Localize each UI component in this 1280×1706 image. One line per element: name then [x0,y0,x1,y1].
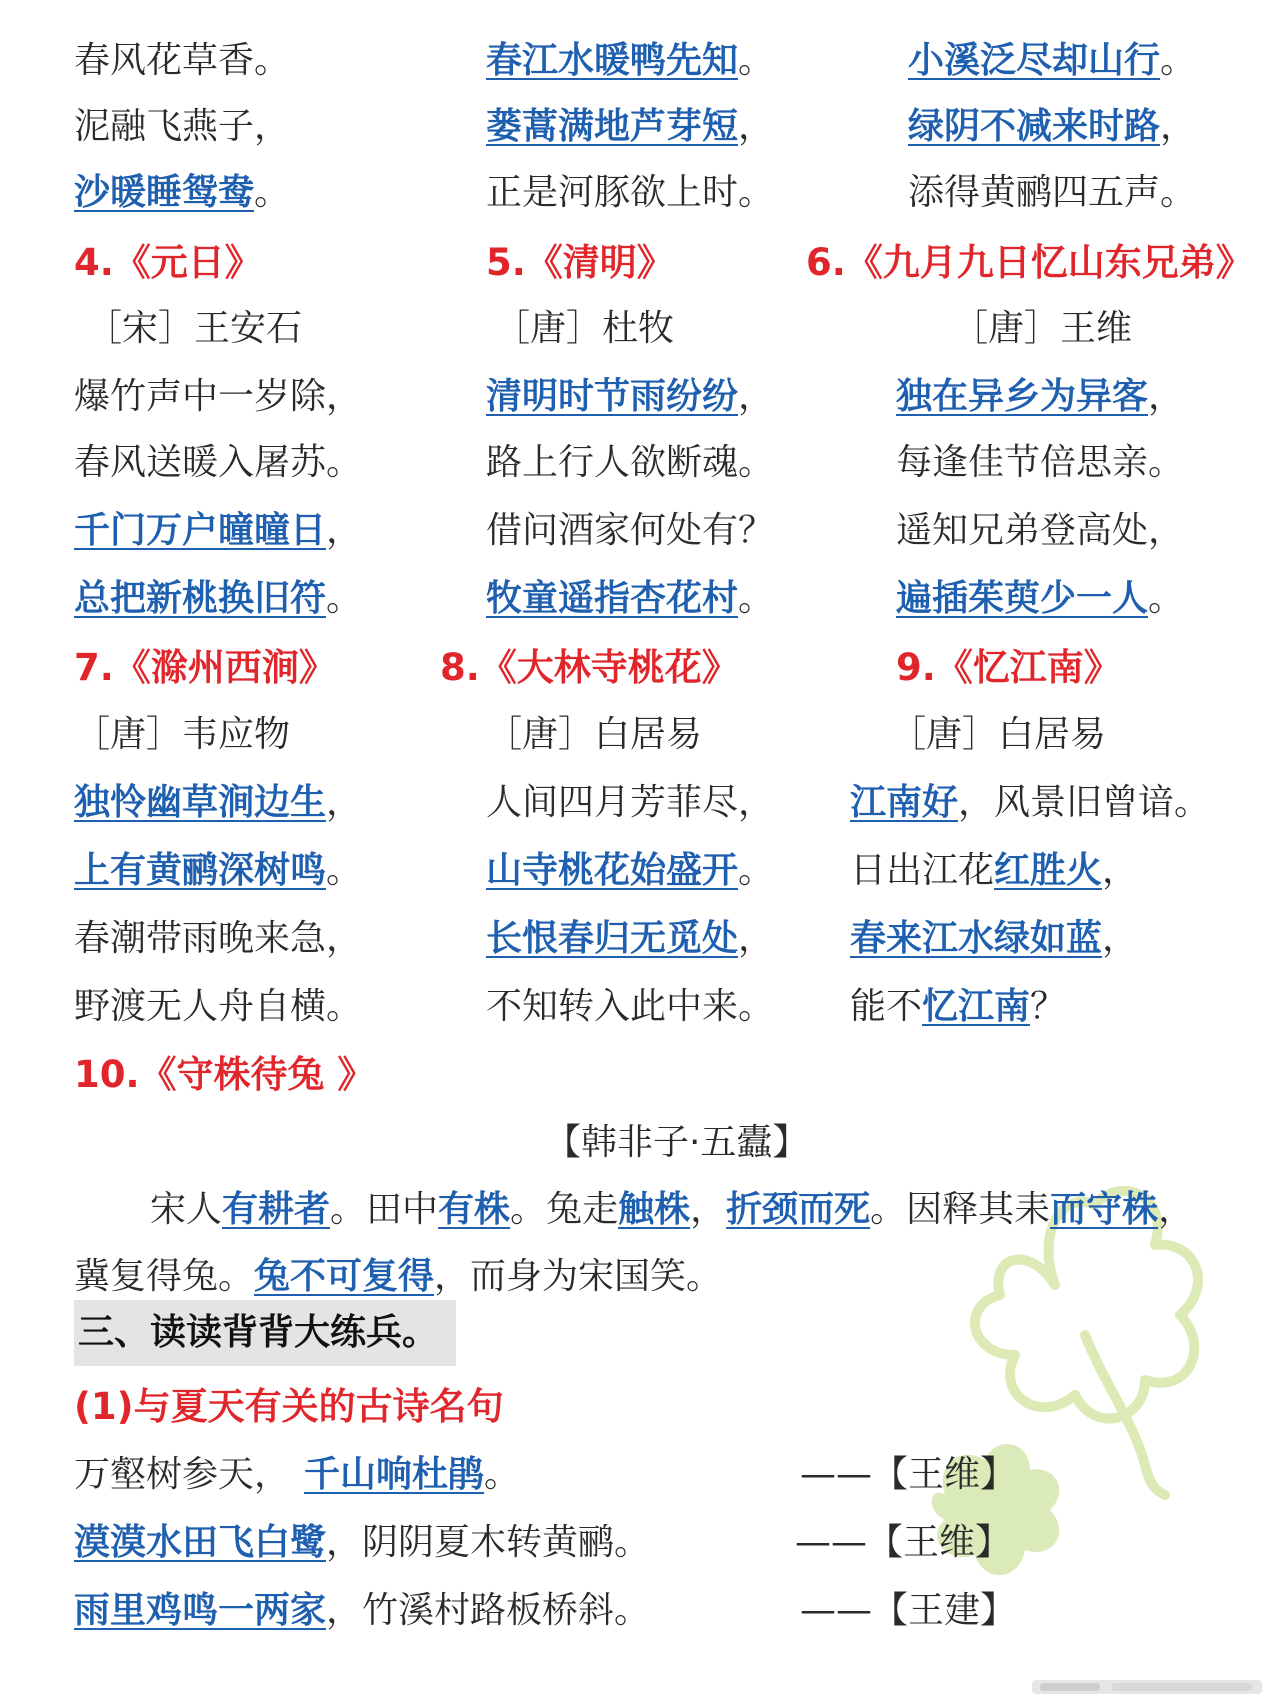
poem-8-line2-highlight: 山寺桃花始盛开 [486,850,739,891]
poem-7-line2 [74,848,362,894]
poem-5-line1-tail: ， [738,376,775,417]
poem-a1-line1: 春风花草香。 [74,40,291,81]
fable-seg-highlight: 有株 [438,1189,511,1230]
quote-1-pre: 万壑树参天， [74,1454,291,1495]
fable-seg-highlight: 而守株 [1050,1189,1159,1230]
poem-4-line4-highlight: 总把新桃换旧符 [74,578,327,619]
poem-9-title: 9.《忆江南》 [896,646,1121,689]
fable-line1 [150,1187,1194,1233]
poem-7-title: 7.《滁州西涧》 [74,646,336,689]
fable-title: 10.《守株待兔 》 [74,1053,375,1096]
poem-9-line3-highlight: 春来江水绿如蓝 [850,918,1103,959]
quote-3 [74,1588,650,1634]
poem-a2-line1-highlight: 春江水暖鸭先知 [486,40,739,81]
poem-a3-line2-highlight: 绿阴不减来时路 [908,106,1161,147]
quote-3-highlight: 雨里鸡鸣一两家 [74,1590,327,1631]
poem-a2-line2-highlight: 蒌蒿满地芦芽短 [486,106,739,147]
section-subtitle: (1)与夏天有关的古诗名句 [74,1385,504,1428]
fable-source: 【韩非子·五蠹】 [545,1122,809,1163]
fable-seg-highlight: 有耕者 [222,1189,331,1230]
poem-4-line3-highlight: 千门万户曈曈日 [74,510,327,551]
poem-9-line2-pre: 日出江花 [850,850,995,891]
poem-a1-line3-highlight: 沙暖睡鸳鸯 [74,172,255,213]
quote-2 [74,1520,650,1566]
quote-2-tail: ，阴阴夏木转黄鹂。 [326,1522,651,1563]
poem-7-line3: 春潮带雨晚来急， [74,918,363,959]
poem-9-line4-highlight: 忆江南 [922,986,1031,1027]
poem-9-line2-tail: ， [1102,850,1139,891]
poem-9-line1 [850,780,1210,826]
poem-8-line2 [486,848,774,894]
section-heading: 三、读读背背大练兵。 [78,1312,439,1353]
poem-a1-line3 [74,170,290,216]
poem-4-line4 [74,576,362,622]
poem-5-line4-tail: 。 [738,578,775,619]
fable-seg: ， [1158,1189,1195,1230]
poem-7-line1 [74,780,362,826]
quote-2-attribution: ——【王维】 [795,1522,1012,1563]
poem-a3-line1-highlight: 小溪泛尽却山行 [908,40,1161,81]
poem-6-line2: 每逢佳节倍思亲。 [896,442,1185,483]
poem-4-line3 [74,508,362,554]
poem-a1-line2: 泥融飞燕子， [74,106,291,147]
quote-3-attribution: ——【王建】 [800,1590,1017,1631]
poem-7-line1-tail: ， [326,782,363,823]
poem-5-line1 [486,374,774,420]
fable-seg: 冀复得兔。 [74,1256,255,1297]
fable-seg: ， [690,1189,727,1230]
poem-6-title: 6.《九月九日忆山东兄弟》 [806,241,1253,284]
poem-8-line3 [486,916,774,962]
poem-a3-line2-tail: ， [1160,106,1197,147]
poem-6-line3: 遥知兄弟登高处， [896,510,1185,551]
poem-9-line2 [850,848,1138,894]
poem-4-line2: 春风送暖入屠苏。 [74,442,363,483]
poem-5-line1-highlight: 清明时节雨纷纷 [486,376,739,417]
poem-9-line1-tail: ，风景旧曾谙。 [958,782,1211,823]
fable-seg-highlight: 兔不可复得 [254,1256,435,1297]
poem-7-line4: 野渡无人舟自横。 [74,986,363,1027]
poem-4-author: ［宋］王安石 [86,308,303,349]
fable-seg: ，而身为宋国笑。 [434,1256,723,1297]
poem-5-line3: 借问酒家何处有？ [486,510,775,551]
poem-5-line4 [486,576,774,622]
poem-8-line2-tail: 。 [738,850,775,891]
fable-seg-highlight: 触株 [618,1189,691,1230]
poem-6-line4-highlight: 遍插茱萸少一人 [896,578,1149,619]
poem-8-line3-highlight: 长恨春归无觅处 [486,918,739,959]
poem-5-line4-highlight: 牧童遥指杏花村 [486,578,739,619]
poem-6-line4-tail: 。 [1148,578,1185,619]
poem-8-line1: 人间四月芳菲尽， [486,782,775,823]
poem-4-line4-tail: 。 [326,578,363,619]
poem-6-line4 [896,576,1184,622]
poem-4-line1: 爆竹声中一岁除， [74,376,363,417]
fable-seg-highlight: 折颈而死 [726,1189,871,1230]
fable-seg: 。田中 [330,1189,439,1230]
poem-a2-line1-tail: 。 [738,40,775,81]
poem-8-title: 8.《大林寺桃花》 [440,646,739,689]
poem-9-author: ［唐］白居易 [890,714,1107,755]
poem-5-line2: 路上行人欲断魂。 [486,442,775,483]
poem-9-line3 [850,916,1138,962]
poem-8-line4: 不知转入此中来。 [486,986,775,1027]
quote-3-tail: ，竹溪村路板桥斜。 [326,1590,651,1631]
poem-7-line2-highlight: 上有黄鹂深树鸣 [74,850,327,891]
poem-a2-line3: 正是河豚欲上时。 [486,172,775,213]
quote-2-highlight: 漠漠水田飞白鹭 [74,1522,327,1563]
poem-a1-line3-tail: 。 [254,172,291,213]
fable-seg: 宋人 [150,1189,223,1230]
poem-8-author: ［唐］白居易 [486,714,703,755]
poem-9-line2-highlight: 红胜火 [994,850,1103,891]
poem-6-line1 [896,374,1184,420]
poem-7-author: ［唐］韦应物 [74,714,291,755]
poem-9-line4-tail: ？ [1030,986,1067,1027]
poem-4-title: 4.《元日》 [74,241,262,284]
poem-9-line1-highlight: 江南好 [850,782,959,823]
poem-9-line4 [850,984,1066,1030]
poem-5-author: ［唐］杜牧 [494,308,675,349]
poem-8-line3-tail: ， [738,918,775,959]
poem-9-line3-tail: ， [1102,918,1139,959]
poem-a3-line1-tail: 。 [1160,40,1197,81]
poem-6-line1-tail: ， [1148,376,1185,417]
poem-a2-line1 [486,38,774,84]
poem-7-line1-highlight: 独怜幽草涧边生 [74,782,327,823]
poem-6-author: ［唐］王维 [952,308,1133,349]
poem-4-line3-tail: ， [326,510,363,551]
poem-a3-line1 [908,38,1196,84]
fable-line2 [74,1254,722,1300]
poem-7-line2-tail: 。 [326,850,363,891]
quote-1-tail: 。 [484,1454,521,1495]
fable-seg: 。兔走 [510,1189,619,1230]
poem-a2-line2-tail: ， [738,106,775,147]
poem-5-title: 5.《清明》 [486,241,674,284]
quote-1-attribution: ——【王维】 [800,1454,1017,1495]
quote-1-highlight: 千山响杜鹃 [304,1454,485,1495]
poem-a3-line2 [908,104,1196,150]
fable-seg: 。因释其耒 [870,1189,1051,1230]
quote-1 [74,1452,520,1498]
poem-9-line4-pre: 能不 [850,986,923,1027]
watermark [1032,1676,1262,1698]
poem-6-line1-highlight: 独在异乡为异客 [896,376,1149,417]
poem-a3-line3: 添得黄鹂四五声。 [908,172,1197,213]
poem-a2-line2 [486,104,774,150]
